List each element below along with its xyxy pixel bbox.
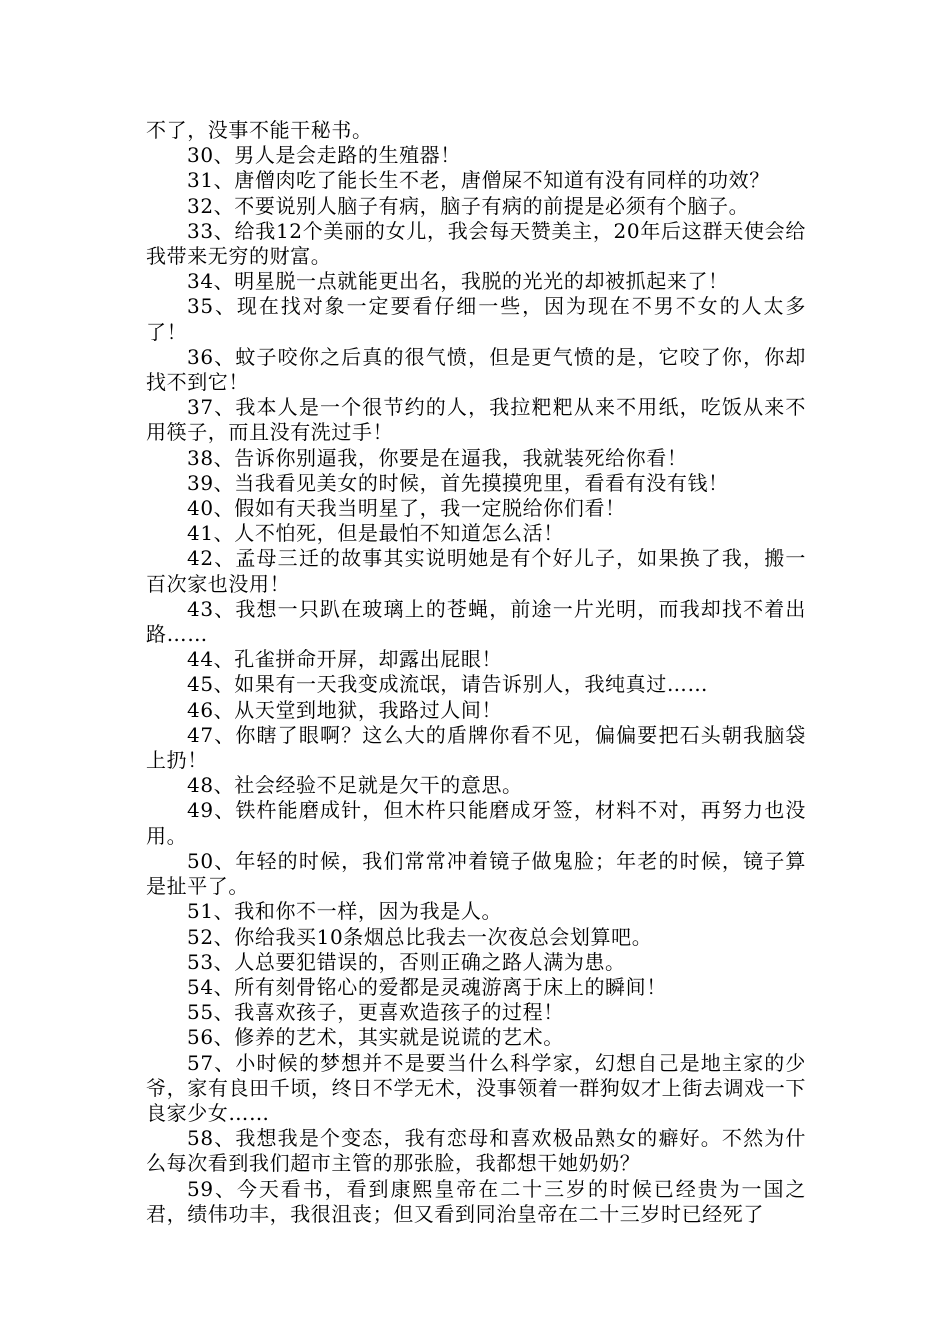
list-item-36: 36、蚊子咬你之后真的很气愤，但是更气愤的是，它咬了你，你却找不到它！ <box>146 344 806 395</box>
list-item-39: 39、当我看见美女的时候，首先摸摸兜里，看看有没有钱！ <box>187 470 729 495</box>
list-item-48: 48、社会经验不足就是欠干的意思。 <box>187 773 523 798</box>
list-item-47: 47、你瞎了眼啊？这么大的盾牌你看不见，偏偏要把石头朝我脑袋上扔！ <box>146 722 806 773</box>
list-item-49: 49、铁杵能磨成针，但木杵只能磨成牙签，材料不对，再努力也没用。 <box>146 798 806 848</box>
list-item-54: 54、所有刻骨铭心的爱都是灵魂游离于床上的瞬间！ <box>187 974 667 999</box>
list-item-42: 42、孟母三迁的故事其实说明她是有个好儿子，如果换了我，搬一百次家也没用！ <box>146 546 806 596</box>
list-item-52: 52、你给我买10条烟总比我去一次夜总会划算吧。 <box>187 924 653 949</box>
list-item-44: 44、孔雀拼命开屏，却露出屁眼！ <box>187 647 503 672</box>
list-item-30: 30、男人是会走路的生殖器！ <box>187 143 461 168</box>
document-body <box>146 118 806 1227</box>
list-item-37: 37、我本人是一个很节约的人，我拉粑粑从来不用纸，吃饭从来不用筷子，而且没有洗过手！ <box>146 395 806 445</box>
list-item-34: 34、明星脱一点就能更出名，我脱的光光的却被抓起来了！ <box>187 269 729 294</box>
list-item-45: 45、如果有一天我变成流氓，请告诉别人，我纯真过…… <box>187 672 709 697</box>
paragraph-continuation: 不了，没事不能干秘书。 <box>146 118 373 142</box>
list-item-59: 59、今天看书，看到康熙皇帝在二十三岁的时候已经贵为一国之君，绩伟功丰，我很沮丧；但又看到同治皇帝在二十三岁时已经死了 <box>146 1176 806 1226</box>
list-item-53: 53、人总要犯错误的，否则正确之路人满为患。 <box>187 949 626 974</box>
list-item-32: 32、不要说别人脑子有病，脑子有病的前提是必须有个脑子。 <box>187 193 750 218</box>
list-item-31: 31、唐僧肉吃了能长生不老，唐僧屎不知道有没有同样的功效？ <box>187 168 770 193</box>
list-item-51: 51、我和你不一样，因为我是人。 <box>187 899 503 924</box>
list-item-50: 50、年轻的时候，我们常常冲着镜子做鬼脸；年老的时候，镜子算是扯平了。 <box>146 848 806 899</box>
list-item-40: 40、假如有天我当明星了，我一定脱给你们看！ <box>187 496 626 521</box>
list-item-35: 35、现在找对象一定要看仔细一些，因为现在不男不女的人太多了！ <box>146 294 806 344</box>
list-item-55: 55、我喜欢孩子，更喜欢造孩子的过程！ <box>187 1000 564 1025</box>
list-item-38: 38、告诉你别逼我，你要是在逼我，我就装死给你看！ <box>187 445 688 470</box>
list-item-41: 41、人不怕死，但是最怕不知道怎么活！ <box>187 521 564 546</box>
list-item-33: 33、给我12个美丽的女儿，我会每天赞美主，20年后这群天使会给我带来无穷的财富。 <box>146 218 806 269</box>
list-item-43: 43、我想一只趴在玻璃上的苍蝇，前途一片光明，而我却找不着出路…… <box>146 596 806 647</box>
list-item-58: 58、我想我是个变态，我有恋母和喜欢极品熟女的癖好。不然为什么每次看到我们超市主管的那张脸，我都想干她奶奶？ <box>146 1126 806 1176</box>
list-item-46: 46、从天堂到地狱，我路过人间！ <box>187 697 503 722</box>
list-item-56: 56、修养的艺术，其实就是说谎的艺术。 <box>187 1025 564 1050</box>
list-item-57: 57、小时候的梦想并不是要当什么科学家，幻想自己是地主家的少爷，家有良田千顷，终日不学无术，没事领着一群狗奴才上街去调戏一下良家少女…… <box>146 1050 806 1125</box>
